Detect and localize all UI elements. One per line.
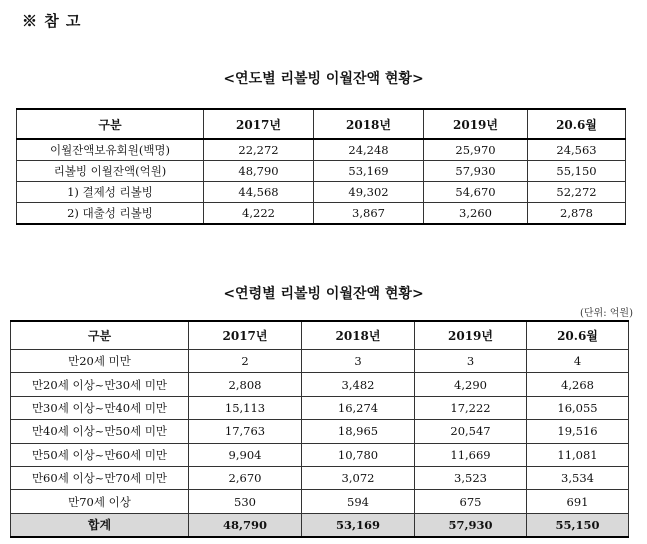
row-label: 만40세 이상~만50세 미만: [11, 420, 189, 443]
cell: 44,568: [204, 182, 314, 203]
header-cell: 구분: [17, 109, 204, 139]
cell: 55,150: [528, 161, 626, 182]
header-cell: 2019년: [415, 321, 527, 350]
table-header-row: [11, 321, 629, 350]
header-cell: 2017년: [189, 321, 302, 350]
table-row: [17, 203, 626, 225]
table-row: [17, 161, 626, 182]
cell: 15,113: [189, 396, 302, 419]
row-label: 만70세 이상: [11, 490, 189, 513]
table2-title: <연령별 리볼빙 이월잔액 현황>: [223, 286, 424, 302]
cell: 9,904: [189, 443, 302, 466]
cell: 3,260: [424, 203, 528, 225]
table-row: [11, 373, 629, 396]
total-cell: 53,169: [302, 513, 415, 537]
cell: 19,516: [527, 420, 629, 443]
cell: 25,970: [424, 139, 528, 161]
header-cell: 20.6월: [527, 321, 629, 350]
cell: 57,930: [424, 161, 528, 182]
cell: 48,790: [204, 161, 314, 182]
cell: 10,780: [302, 443, 415, 466]
cell: 54,670: [424, 182, 528, 203]
total-cell: 48,790: [189, 513, 302, 537]
cell: 4,222: [204, 203, 314, 225]
header-cell: 20.6월: [528, 109, 626, 139]
cell: 2,878: [528, 203, 626, 225]
header-cell: 2018년: [302, 321, 415, 350]
row-label: 만20세 미만: [11, 350, 189, 373]
table-row: [11, 490, 629, 513]
yearly-revolving-table: [16, 108, 626, 225]
header-cell: 구분: [11, 321, 189, 350]
total-row: [11, 513, 629, 537]
cell: 11,081: [527, 443, 629, 466]
row-label: 만20세 이상~만30세 미만: [11, 373, 189, 396]
table1-title: <연도별 리볼빙 이월잔액 현황>: [223, 71, 424, 87]
cell: 22,272: [204, 139, 314, 161]
cell: 2,808: [189, 373, 302, 396]
table-row: [11, 350, 629, 373]
header-cell: 2018년: [314, 109, 424, 139]
cell: 4,268: [527, 373, 629, 396]
row-label: 만30세 이상~만40세 미만: [11, 396, 189, 419]
cell: 20,547: [415, 420, 527, 443]
cell: 3,523: [415, 466, 527, 489]
cell: 24,248: [314, 139, 424, 161]
cell: 2,670: [189, 466, 302, 489]
cell: 17,222: [415, 396, 527, 419]
cell: 691: [527, 490, 629, 513]
table-row: [11, 420, 629, 443]
header-cell: 2019년: [424, 109, 528, 139]
cell: 17,763: [189, 420, 302, 443]
reference-note: ※ 참 고: [22, 12, 82, 30]
cell: 53,169: [314, 161, 424, 182]
cell: 530: [189, 490, 302, 513]
cell: 3,534: [527, 466, 629, 489]
cell: 24,563: [528, 139, 626, 161]
row-label: 리볼빙 이월잔액(억원): [17, 161, 204, 182]
table-row: [11, 396, 629, 419]
row-label: 2) 대출성 리볼빙: [17, 203, 204, 225]
cell: 675: [415, 490, 527, 513]
unit-label: (단위: 억원): [580, 308, 633, 319]
row-label: 1) 결제성 리볼빙: [17, 182, 204, 203]
total-cell: 57,930: [415, 513, 527, 537]
cell: 16,274: [302, 396, 415, 419]
cell: 52,272: [528, 182, 626, 203]
cell: 18,965: [302, 420, 415, 443]
total-cell: 55,150: [527, 513, 629, 537]
age-revolving-table: [10, 320, 629, 538]
row-label: 만60세 이상~만70세 미만: [11, 466, 189, 489]
cell: 3,072: [302, 466, 415, 489]
row-label: 만50세 이상~만60세 미만: [11, 443, 189, 466]
table-row: [17, 139, 626, 161]
cell: 2: [189, 350, 302, 373]
cell: 3: [415, 350, 527, 373]
table-row: [11, 443, 629, 466]
cell: 3,867: [314, 203, 424, 225]
cell: 4,290: [415, 373, 527, 396]
table-row: [11, 466, 629, 489]
header-cell: 2017년: [204, 109, 314, 139]
cell: 594: [302, 490, 415, 513]
cell: 3: [302, 350, 415, 373]
cell: 11,669: [415, 443, 527, 466]
table-row: [17, 182, 626, 203]
row-label: 이월잔액보유회원(백명): [17, 139, 204, 161]
total-label: 합계: [11, 513, 189, 537]
cell: 49,302: [314, 182, 424, 203]
cell: 4: [527, 350, 629, 373]
table-header-row: [17, 109, 626, 139]
cell: 3,482: [302, 373, 415, 396]
cell: 16,055: [527, 396, 629, 419]
